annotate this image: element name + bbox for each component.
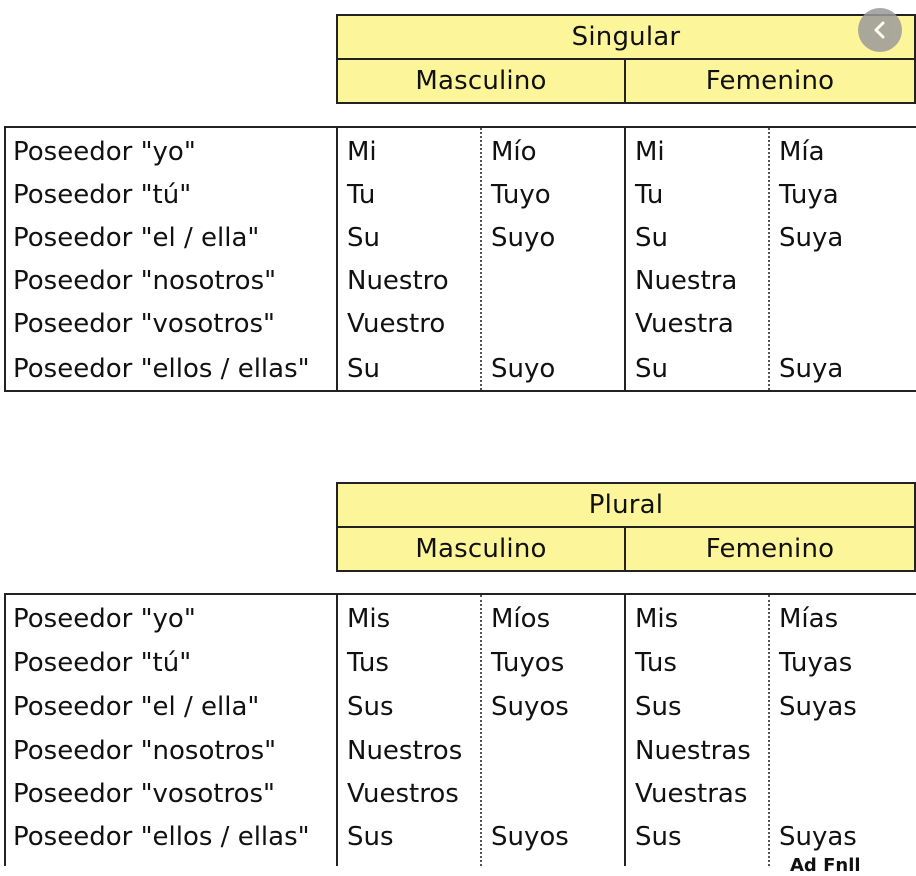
fem-short-cell: Vuestras — [635, 779, 748, 809]
masc-short-cell: Nuestros — [347, 736, 463, 766]
gender-label: Femenino — [705, 534, 835, 564]
masc-long-cell: Suyos — [491, 822, 569, 852]
fem-long-cell — [770, 259, 912, 303]
fem-long-cell — [770, 772, 912, 816]
poseedor-label: Poseedor "tú" — [13, 648, 192, 678]
masc-short-cell: Vuestro — [347, 309, 446, 339]
fem-short-cell: Sus — [635, 692, 682, 722]
singular-header — [336, 14, 916, 60]
masc-long-cell: Tuyos — [491, 648, 565, 678]
cutoff-caption: Ad Fnll — [790, 855, 861, 876]
femenino-header — [624, 526, 916, 572]
table-top-border — [4, 593, 916, 595]
table-top-border — [4, 126, 916, 128]
fem-long-cell: Tuyas — [779, 648, 853, 678]
poseedor-label: Poseedor "ellos / ellas" — [13, 822, 310, 852]
masc-short-cell: Vuestros — [347, 779, 459, 809]
poseedor-label: Poseedor "vosotros" — [13, 779, 275, 809]
masc-long-cell: Suyo — [491, 354, 556, 384]
fem-short-cell: Mi — [635, 137, 665, 167]
fem-long-cell: Suya — [779, 354, 844, 384]
fem-long-cell — [770, 302, 912, 346]
fem-long-cell: Suyas — [779, 822, 857, 852]
masc-short-cell: Sus — [347, 692, 394, 722]
masculino-header — [336, 58, 626, 104]
fem-short-cell: Sus — [635, 822, 682, 852]
masc-long-cell: Tuyo — [491, 180, 551, 210]
fem-short-cell: Mis — [635, 604, 679, 634]
gender-label: Masculino — [415, 534, 547, 564]
fem-short-cell: Su — [635, 223, 668, 253]
fem-short-cell: Nuestras — [635, 736, 751, 766]
fem-long-cell: Tuya — [779, 180, 839, 210]
poseedor-label: Poseedor "el / ella" — [13, 692, 260, 722]
fem-long-cell: Suya — [779, 223, 844, 253]
chevron-left-icon — [870, 20, 890, 40]
poseedor-label: Poseedor "el / ella" — [13, 223, 260, 253]
masc-long-cell — [482, 729, 624, 773]
femenino-header — [624, 58, 916, 104]
fem-long-cell: Mía — [779, 137, 825, 167]
masc-long-cell — [482, 259, 624, 303]
poseedor-label: Poseedor "yo" — [13, 137, 196, 167]
masc-short-cell: Su — [347, 354, 380, 384]
poseedor-label: Poseedor "yo" — [13, 604, 196, 634]
poseedor-label: Poseedor "nosotros" — [13, 736, 277, 766]
fem-short-cell: Tu — [635, 180, 664, 210]
fem-long-cell — [770, 729, 912, 773]
fem-short-cell: Tus — [635, 648, 677, 678]
poseedor-label: Poseedor "vosotros" — [13, 309, 275, 339]
masc-short-cell: Tu — [347, 180, 376, 210]
masc-long-cell — [482, 772, 624, 816]
fem-short-cell: Nuestra — [635, 266, 738, 296]
masc-long-cell: Suyos — [491, 692, 569, 722]
plural-header — [336, 482, 916, 528]
masculino-header — [336, 526, 626, 572]
masc-short-cell: Sus — [347, 822, 394, 852]
masc-short-cell: Mi — [347, 137, 377, 167]
number-label: Singular — [571, 22, 681, 52]
fem-long-cell: Mías — [779, 604, 839, 634]
fem-long-cell: Suyas — [779, 692, 857, 722]
poseedor-label: Poseedor "ellos / ellas" — [13, 354, 310, 384]
masc-long-cell: Míos — [491, 604, 551, 634]
gender-label: Femenino — [705, 66, 835, 96]
fem-short-cell: Su — [635, 354, 668, 384]
gender-label: Masculino — [415, 66, 547, 96]
masc-short-cell: Mis — [347, 604, 391, 634]
masc-short-cell: Su — [347, 223, 380, 253]
number-label: Plural — [588, 490, 664, 520]
masc-long-cell: Mío — [491, 137, 537, 167]
fem-short-cell: Vuestra — [635, 309, 734, 339]
masc-long-cell: Suyo — [491, 223, 556, 253]
poseedor-label: Poseedor "nosotros" — [13, 266, 277, 296]
back-button[interactable] — [858, 8, 902, 52]
poseedor-label: Poseedor "tú" — [13, 180, 192, 210]
masc-long-cell — [482, 302, 624, 346]
masc-short-cell: Tus — [347, 648, 389, 678]
masc-short-cell: Nuestro — [347, 266, 449, 296]
